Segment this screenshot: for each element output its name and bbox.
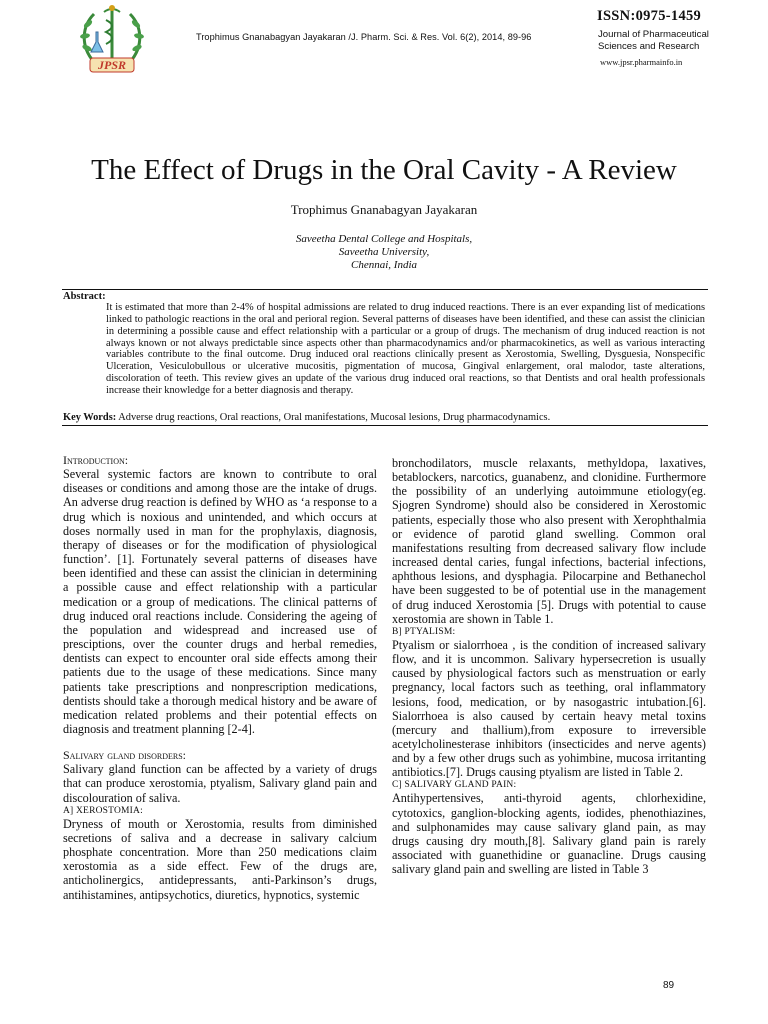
journal-logo — [64, 2, 160, 74]
journal-url[interactable]: www.jpsr.pharmainfo.in — [600, 57, 683, 67]
page-number: 89 — [663, 980, 675, 991]
xerostomia-paragraph: Dryness of mouth or Xerostomia, results from diminished secretions of saliva and a decrease in salivary calcium phosphate concentration. More than 250 medications claim xerostomia as a side effect. Few of the drugs are, anticholinergics, antidepressants, anti-Parkinson’s drugs, antihistamines, antipsychotics, diuretics, hypnotics, systemic — [63, 816, 377, 902]
keywords-line — [63, 412, 708, 423]
salivary-heading: Salivary gland disorders: — [63, 748, 186, 763]
gland-pain-paragraph: Antihypertensives, anti-thyroid agents, chlorhexidine, cytotoxics, ganglion-blocking agents, iodides, phenothiazines, and sulphonamides may cause salivary gland pain, as may drugs causing dry mouth,[8]. Salivary gland pain is rarely associated with guanethidine or guanacline. Drugs causing salivary gland pain and swelling are listed in Table 3 — [392, 791, 706, 877]
running-head: Trophimus Gnanabagyan Jayakaran /J. Pharm. Sci. & Res. Vol. 6(2), 2014, 89-96 — [196, 32, 532, 42]
xerostomia-continued-paragraph: bronchodilators, muscle relaxants, methyldopa, laxatives, betablockers, narcotics, guanabenz, and clonidine. Furthermore the possibility of an underlying autoimmune etiology(eg. Sjogren Syndrome) should also be considered in Xerostomic patients, especially those who also present with Xerophthalmia or evidence of parotid gland swelling. Common oral manifestations resulting from decreased salivary flow include increased dental caries, fungal infections, bacterial infections, aphthous lesions, and dysphagia. Pilocarpine and Bethanechol have been suggested to be of potential use in the management of drug induced Xerostomia [5]. Drugs with potential to cause xerostomia are shown in Table 1. — [392, 456, 706, 626]
author-affiliation — [0, 233, 768, 272]
affiliation-line: Chennai, India — [351, 259, 417, 271]
affiliation-line: Saveetha Dental College and Hospitals, — [295, 233, 473, 245]
right-column — [392, 456, 706, 876]
introduction-heading: Introduction: — [63, 453, 129, 467]
issn-number: ISSN:0975-1459 — [597, 8, 702, 24]
keywords-label: Key Words: — [63, 412, 117, 423]
abstract-top-rule — [62, 289, 708, 290]
keywords-list: Adverse drug reactions, Oral reactions, Oral manifestations, Mucosal lesions, Drug pharmacodynamics. — [118, 412, 551, 423]
article-title: The Effect of Drugs in the Oral Cavity - A Review — [91, 154, 677, 186]
affiliation-line: Saveetha University, — [338, 246, 430, 258]
abstract-label: Abstract: — [63, 291, 106, 302]
ptyalism-heading: B] PTYALISM: — [392, 626, 456, 637]
left-column — [63, 453, 377, 902]
abstract-bottom-rule — [62, 425, 708, 426]
logo-text: JPSR — [97, 58, 127, 72]
introduction-paragraph: Several systemic factors are known to contribute to oral diseases or conditions and among those are the intake of drugs. An adverse drug reaction is defined by WHO as ‘a response to a drug which is noxious and unintended, and which occurs at doses normally used in man for the prophylaxis, diagnosis, therapy of diseases or for the modification of physiological function’. [1]. Fortunately several patterns of diseases have been identified and these can assist the clinician in determining a possible cause and effect relationship with a particular medication or a group of medications. The clinical patterns of drug induced oral reactions include. Considering the ageing of the population and widespread and increased use of presciptions, over the counter drugs and herbal remedies, dentists can expect to encounter oral side effects among their patients due to the usage of these medications. Since many patients take prescriptions and nonprescription medications, dentists should take a thorough medical history and be aware of medication related problems and their potential effects on diagnosis and treatment planning [2-4]. — [63, 467, 377, 736]
ptyalism-paragraph: Ptyalism or sialorrhoea , is the condition of increased salivary flow, and it is uncommon. Salivary hypersecretion is usually caused by physiological factors such as menstruation or early pregnancy, local factors such as teething, oral inflammatory lesions, food, medication, or by nasogastric intubation.[6]. Sialorrhoea is also caused by certain heavy metal toxins (mercury and thallium),from exposure to irreversible acetylcholinesterase inhibitors (insecticides and nerve agents) and by a few other drugs such as yohimbine, mucosa irritanting antibiotics.[7]. Drugs causing ptyalism are listed in Table 2. — [392, 637, 706, 780]
xerostomia-heading: A] XEROSTOMIA: — [63, 805, 143, 816]
salivary-paragraph: Salivary gland function can be affected by a variety of drugs that can produce xerostomia, ptyalism, Salivary gland pain and discolouration of saliva. — [63, 762, 377, 805]
journal-name: Journal of Pharmaceutical Sciences and Research — [598, 29, 709, 52]
abstract-text: It is estimated that more than 2-4% of hospital admissions are related to drug induced reactions. There is an ever expanding list of medications linked to pathologic reactions in the oral and perioral region. Several patterns of diseases have been identified, and these can assist the clinician in determining a possible cause and effect relationship with a particular or a group of drugs. The mechanism of drug induced reaction is not always known or not always predictable since aspects other than pharmacodynamics and/or pharmacokinetics, as well as various interacting variables contribute to the final outcome. Drug induced oral reactions clinically present as Xerostomia, Swelling, Dysguesia, Nonspecific Ulceration, Vesiculobullous or ulcerative mucositis, pigmentation of mucosa, Gingival enlargement, oral malodor, taste alterations, discoloration of teeth. This review gives an update of the various drug induced oral reactions, so that Dentists and oral health professionals increase their knowledge for a better diagnosis and therapy. — [106, 302, 705, 396]
gland-pain-heading: C] SALIVARY GLAND PAIN: — [392, 780, 517, 791]
caduceus-icon — [104, 5, 120, 58]
flask-icon — [91, 32, 103, 52]
author-name: Trophimus Gnanabagyan Jayakaran — [290, 202, 478, 217]
